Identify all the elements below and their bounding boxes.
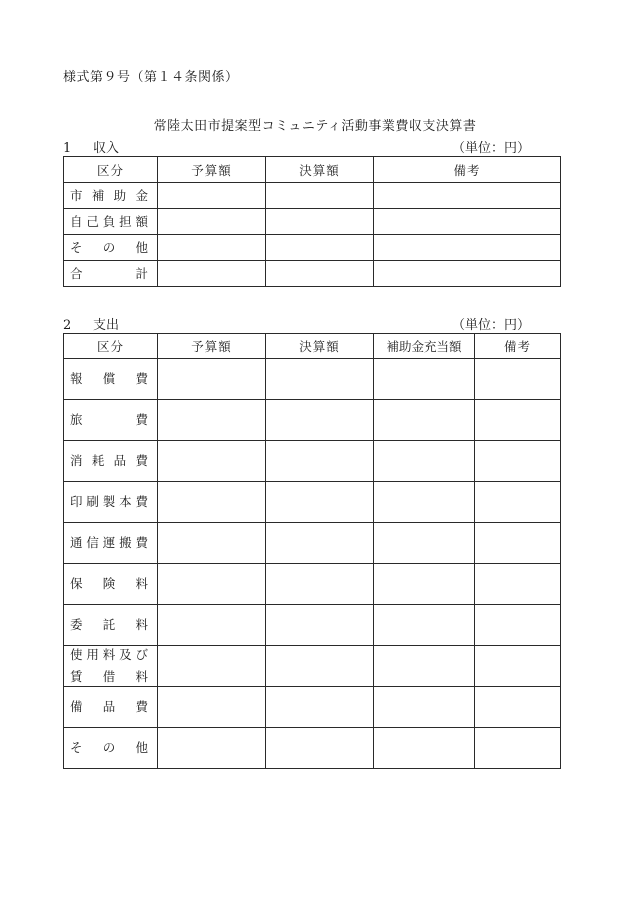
expense-actual-cell[interactable] <box>266 646 374 687</box>
expense-row <box>64 441 561 482</box>
income-category-cell <box>64 235 158 261</box>
expense-row <box>64 564 561 605</box>
income-budget-cell[interactable] <box>158 209 266 235</box>
expense-actual-cell[interactable] <box>266 564 374 605</box>
expense-col-subsidy: 補助金充当額 <box>374 334 475 359</box>
expense-row <box>64 359 561 400</box>
income-note-cell[interactable] <box>374 183 561 209</box>
document-title: 常陸太田市提案型コミュニティ活動事業費収支決算書 <box>153 119 477 134</box>
income-row <box>64 235 561 261</box>
expense-note-cell[interactable] <box>475 605 561 646</box>
expense-subsidy-cell[interactable] <box>374 523 475 564</box>
income-row <box>64 209 561 235</box>
expense-budget-cell[interactable] <box>158 564 266 605</box>
income-actual-cell[interactable] <box>266 209 374 235</box>
expense-note-cell[interactable] <box>475 482 561 523</box>
expense-budget-cell[interactable] <box>158 687 266 728</box>
category-label: 消 耗 品 費 <box>70 453 148 468</box>
expense-subsidy-cell[interactable] <box>374 482 475 523</box>
expense-section-title: 支出 <box>93 318 120 333</box>
expense-row <box>64 687 561 728</box>
category-label: 保 険 料 <box>70 576 148 591</box>
expense-note-cell[interactable] <box>475 400 561 441</box>
expense-row <box>64 728 561 769</box>
expense-budget-cell[interactable] <box>158 605 266 646</box>
income-budget-cell[interactable] <box>158 183 266 209</box>
expense-unit-label: （単位：円） <box>451 318 530 333</box>
income-budget-cell[interactable] <box>158 261 266 287</box>
expense-col-note: 備考 <box>475 334 561 359</box>
expense-note-cell[interactable] <box>475 564 561 605</box>
expense-row <box>64 646 561 687</box>
expense-actual-cell[interactable] <box>266 523 374 564</box>
income-table <box>63 156 561 287</box>
category-label: そ の 他 <box>70 740 148 755</box>
expense-section-heading <box>63 314 560 333</box>
income-section-heading <box>63 137 560 156</box>
income-unit-label: （単位：円） <box>451 141 530 156</box>
expense-budget-cell[interactable] <box>158 728 266 769</box>
expense-budget-cell[interactable] <box>158 482 266 523</box>
income-section-number: 1 <box>63 141 72 156</box>
expense-note-cell[interactable] <box>475 646 561 687</box>
expense-col-budget: 予算額 <box>158 334 266 359</box>
expense-budget-cell[interactable] <box>158 400 266 441</box>
income-actual-cell[interactable] <box>266 235 374 261</box>
expense-actual-cell[interactable] <box>266 687 374 728</box>
category-label: 賃 借 料 <box>70 669 148 684</box>
category-label: 印 刷 製 本 費 <box>70 494 148 509</box>
expense-note-cell[interactable] <box>475 728 561 769</box>
category-label: そ の 他 <box>70 239 148 255</box>
expense-budget-cell[interactable] <box>158 359 266 400</box>
expense-category-cell <box>64 687 158 728</box>
expense-col-actual: 決算額 <box>266 334 374 359</box>
income-actual-cell[interactable] <box>266 183 374 209</box>
expense-actual-cell[interactable] <box>266 359 374 400</box>
expense-category-cell <box>64 728 158 769</box>
expense-subsidy-cell[interactable] <box>374 605 475 646</box>
expense-budget-cell[interactable] <box>158 523 266 564</box>
expense-note-cell[interactable] <box>475 523 561 564</box>
category-label: 備 品 費 <box>70 699 148 714</box>
form-number: 様式第９号（第１４条関係） <box>63 70 239 85</box>
income-col-category: 区分 <box>64 157 158 183</box>
expense-subsidy-cell[interactable] <box>374 728 475 769</box>
expense-table <box>63 333 561 769</box>
income-actual-cell[interactable] <box>266 261 374 287</box>
expense-budget-cell[interactable] <box>158 441 266 482</box>
expense-actual-cell[interactable] <box>266 441 374 482</box>
category-label: 旅 費 <box>70 412 148 427</box>
expense-category-cell <box>64 441 158 482</box>
expense-actual-cell[interactable] <box>266 482 374 523</box>
expense-subsidy-cell[interactable] <box>374 564 475 605</box>
income-note-cell[interactable] <box>374 235 561 261</box>
income-budget-cell[interactable] <box>158 235 266 261</box>
income-row <box>64 183 561 209</box>
expense-actual-cell[interactable] <box>266 728 374 769</box>
category-label: 自 己 負 担 額 <box>70 213 148 229</box>
expense-row <box>64 400 561 441</box>
expense-col-category: 区分 <box>64 334 158 359</box>
expense-category-cell <box>64 359 158 400</box>
income-category-cell <box>64 183 158 209</box>
expense-note-cell[interactable] <box>475 359 561 400</box>
income-category-cell <box>64 209 158 235</box>
category-label: 委 託 料 <box>70 617 148 632</box>
income-note-cell[interactable] <box>374 261 561 287</box>
expense-section-number: 2 <box>63 318 72 333</box>
income-category-cell <box>64 261 158 287</box>
expense-note-cell[interactable] <box>475 441 561 482</box>
expense-subsidy-cell[interactable] <box>374 646 475 687</box>
expense-subsidy-cell[interactable] <box>374 441 475 482</box>
category-label: 通 信 運 搬 費 <box>70 535 148 550</box>
income-note-cell[interactable] <box>374 209 561 235</box>
expense-note-cell[interactable] <box>475 687 561 728</box>
category-label: 市 補 助 金 <box>70 187 148 203</box>
expense-row <box>64 605 561 646</box>
expense-category-cell <box>64 564 158 605</box>
expense-actual-cell[interactable] <box>266 400 374 441</box>
income-col-budget: 予算額 <box>158 157 266 183</box>
expense-actual-cell[interactable] <box>266 605 374 646</box>
expense-subsidy-cell[interactable] <box>374 400 475 441</box>
income-col-actual: 決算額 <box>266 157 374 183</box>
expense-row <box>64 523 561 564</box>
expense-subsidy-cell[interactable] <box>374 687 475 728</box>
expense-budget-cell[interactable] <box>158 646 266 687</box>
expense-category-cell <box>64 523 158 564</box>
expense-category-cell <box>64 400 158 441</box>
income-row <box>64 261 561 287</box>
expense-category-cell <box>64 605 158 646</box>
income-col-note: 備考 <box>374 157 561 183</box>
category-label: 合 計 <box>70 265 148 281</box>
expense-subsidy-cell[interactable] <box>374 359 475 400</box>
income-section-title: 収入 <box>93 141 120 156</box>
expense-category-cell <box>64 482 158 523</box>
expense-row <box>64 482 561 523</box>
category-label: 報 償 費 <box>70 371 148 386</box>
expense-category-cell <box>64 646 158 687</box>
category-label: 使 用 料 及 び <box>70 647 148 662</box>
